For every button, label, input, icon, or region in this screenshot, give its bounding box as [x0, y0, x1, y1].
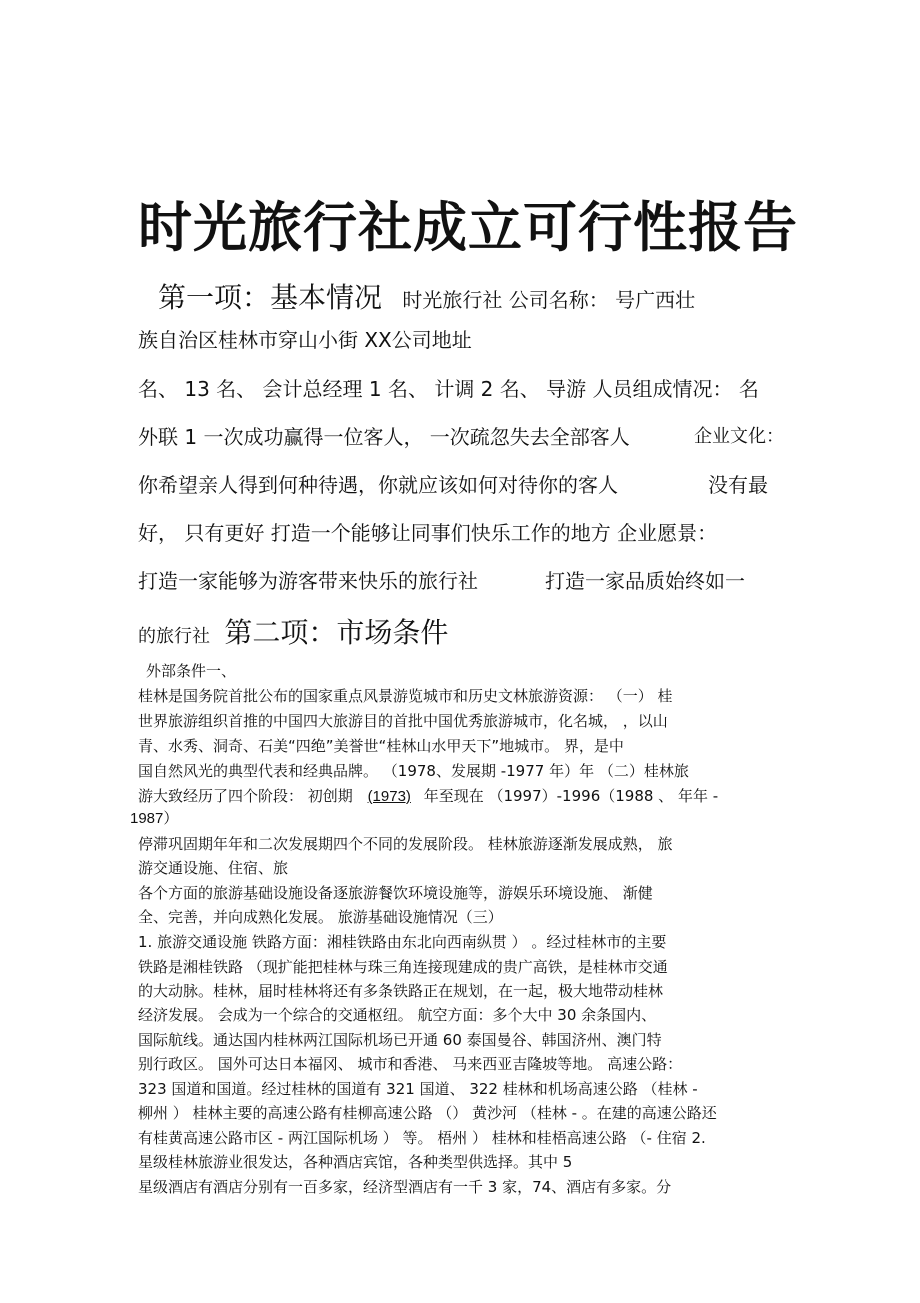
paragraph-line: 青、水秀、洞奇、石美“四绝”美誉世“桂林山水甲天下”地城市。 界，是中	[138, 737, 624, 755]
company-name-text: 时光旅行社 公司名称： 号广西壮	[402, 288, 696, 312]
paragraph-line: 桂林是国务院首批公布的国家重点风景游览城市和历史文林旅游资源： （一） 桂	[138, 687, 673, 705]
paragraph-segment: 年至现在 （1997）-1996（1988 、 年年 -	[423, 787, 719, 805]
paragraph-line: 星级酒店有酒店分别有一百多家，经济型酒店有一千 3 家，74、酒店有多家。分	[138, 1178, 672, 1196]
staff-line: 名、 13 名、 会计总经理 1 名、 计调 2 名、 导游 人员组成情况： 名	[138, 377, 759, 401]
paragraph-line: 1. 旅游交通设施 铁路方面：湘桂铁路由东北向西南纵贯 ） 。经过桂林市的主要	[138, 933, 667, 951]
paragraph-line: 的大动脉。桂林，届时桂林将还有多条铁路正在规划，在一起，极大地带动桂林	[138, 982, 664, 1000]
paragraph-line: 323 国道和国道。经过桂林的国道有 321 国道、 322 桂林和机场高速公路 （桂林 -	[138, 1080, 698, 1098]
paragraph-line: 别行政区。 国外可达日本福冈、 城市和香港、 马来西亚吉隆坡等地。 高速公路：	[138, 1055, 683, 1073]
section2-line	[138, 618, 448, 652]
paragraph-line: 停滞巩固期年年和二次发展期四个不同的发展阶段。 桂林旅游逐渐发展成熟， 旅	[138, 835, 673, 853]
paragraph-line: 外部条件一、	[146, 662, 237, 680]
culture-line-a: 外联 1 一次成功赢得一位客人， 一次疏忽失去全部客人	[138, 425, 630, 449]
paragraph-line: 游交通设施、住宿、旅	[138, 859, 289, 877]
paragraph-line: 各个方面的旅游基础设施设备逐旅游餐饮环境设施等，游娱乐环境设施、 渐健	[138, 884, 653, 902]
paragraph-line: 经济发展。 会成为一个综合的交通枢纽。 航空方面：多个大中 30 余条国内、	[138, 1006, 657, 1024]
culture-line-b: 你希望亲人得到何种待遇，你就应该如何对待你的客人	[138, 473, 618, 497]
section1-line	[158, 283, 695, 315]
paragraph-line: 国际航线。通达国内桂林两江国际机场已开通 60 泰国曼谷、韩国济州、澳门特	[138, 1031, 662, 1049]
paragraph-line: 柳州 ） 桂林主要的高速公路有桂柳高速公路 （） 黄沙河 （桂林 - 。在建的高速公路还	[138, 1104, 717, 1122]
paragraph-line: 有桂黄高速公路市区 - 两江国际机场 ） 等。 梧州 ） 桂林和桂梧高速公路 （- 住宿 2.	[138, 1129, 706, 1147]
paragraph-line	[138, 785, 718, 808]
paragraph-line: 1987）	[130, 810, 179, 827]
paragraph-segment: 游大致经历了四个阶段： 初创期	[138, 787, 353, 805]
vision-text-end: 的旅行社	[138, 626, 210, 647]
paragraph-line: 世界旅游组织首推的中国四大旅游目的首批中国优秀旅游城市，化名城， ，以山	[138, 712, 668, 730]
year-link[interactable]: (1973)	[367, 788, 411, 805]
vision-text-b: 打造一家品质始终如一	[545, 569, 745, 593]
paragraph-line: 国自然风光的典型代表和经典品牌。 （1978、发展期 -1977 年）年 （二）桂林旅	[138, 762, 689, 780]
section1-heading: 第一项：基本情况	[158, 281, 383, 314]
paragraph-line: 星级桂林旅游业很发达，各种酒店宾馆，各种类型供选择。其中 5	[138, 1153, 573, 1171]
culture-label: 企业文化：	[694, 426, 784, 447]
vision-text-a: 打造一家能够为游客带来快乐的旅行社	[138, 569, 478, 593]
paragraph-line: 铁路是湘桂铁路 （现扩能把桂林与珠三角连接现建成的贵广高铁，是桂林市交通	[138, 958, 668, 976]
address-line: 族自治区桂林市穿山小街 XX公司地址	[138, 328, 472, 352]
document-title: 时光旅行社成立可行性报告	[138, 195, 798, 259]
culture-line-b-end: 没有最	[708, 473, 768, 497]
section2-heading: 第二项：市场条件	[224, 616, 449, 649]
paragraph-line: 全、完善，并向成熟化发展。 旅游基础设施情况（三）	[138, 908, 503, 926]
vision-line: 好， 只有更好 打造一个能够让同事们快乐工作的地方 企业愿景：	[138, 521, 718, 545]
